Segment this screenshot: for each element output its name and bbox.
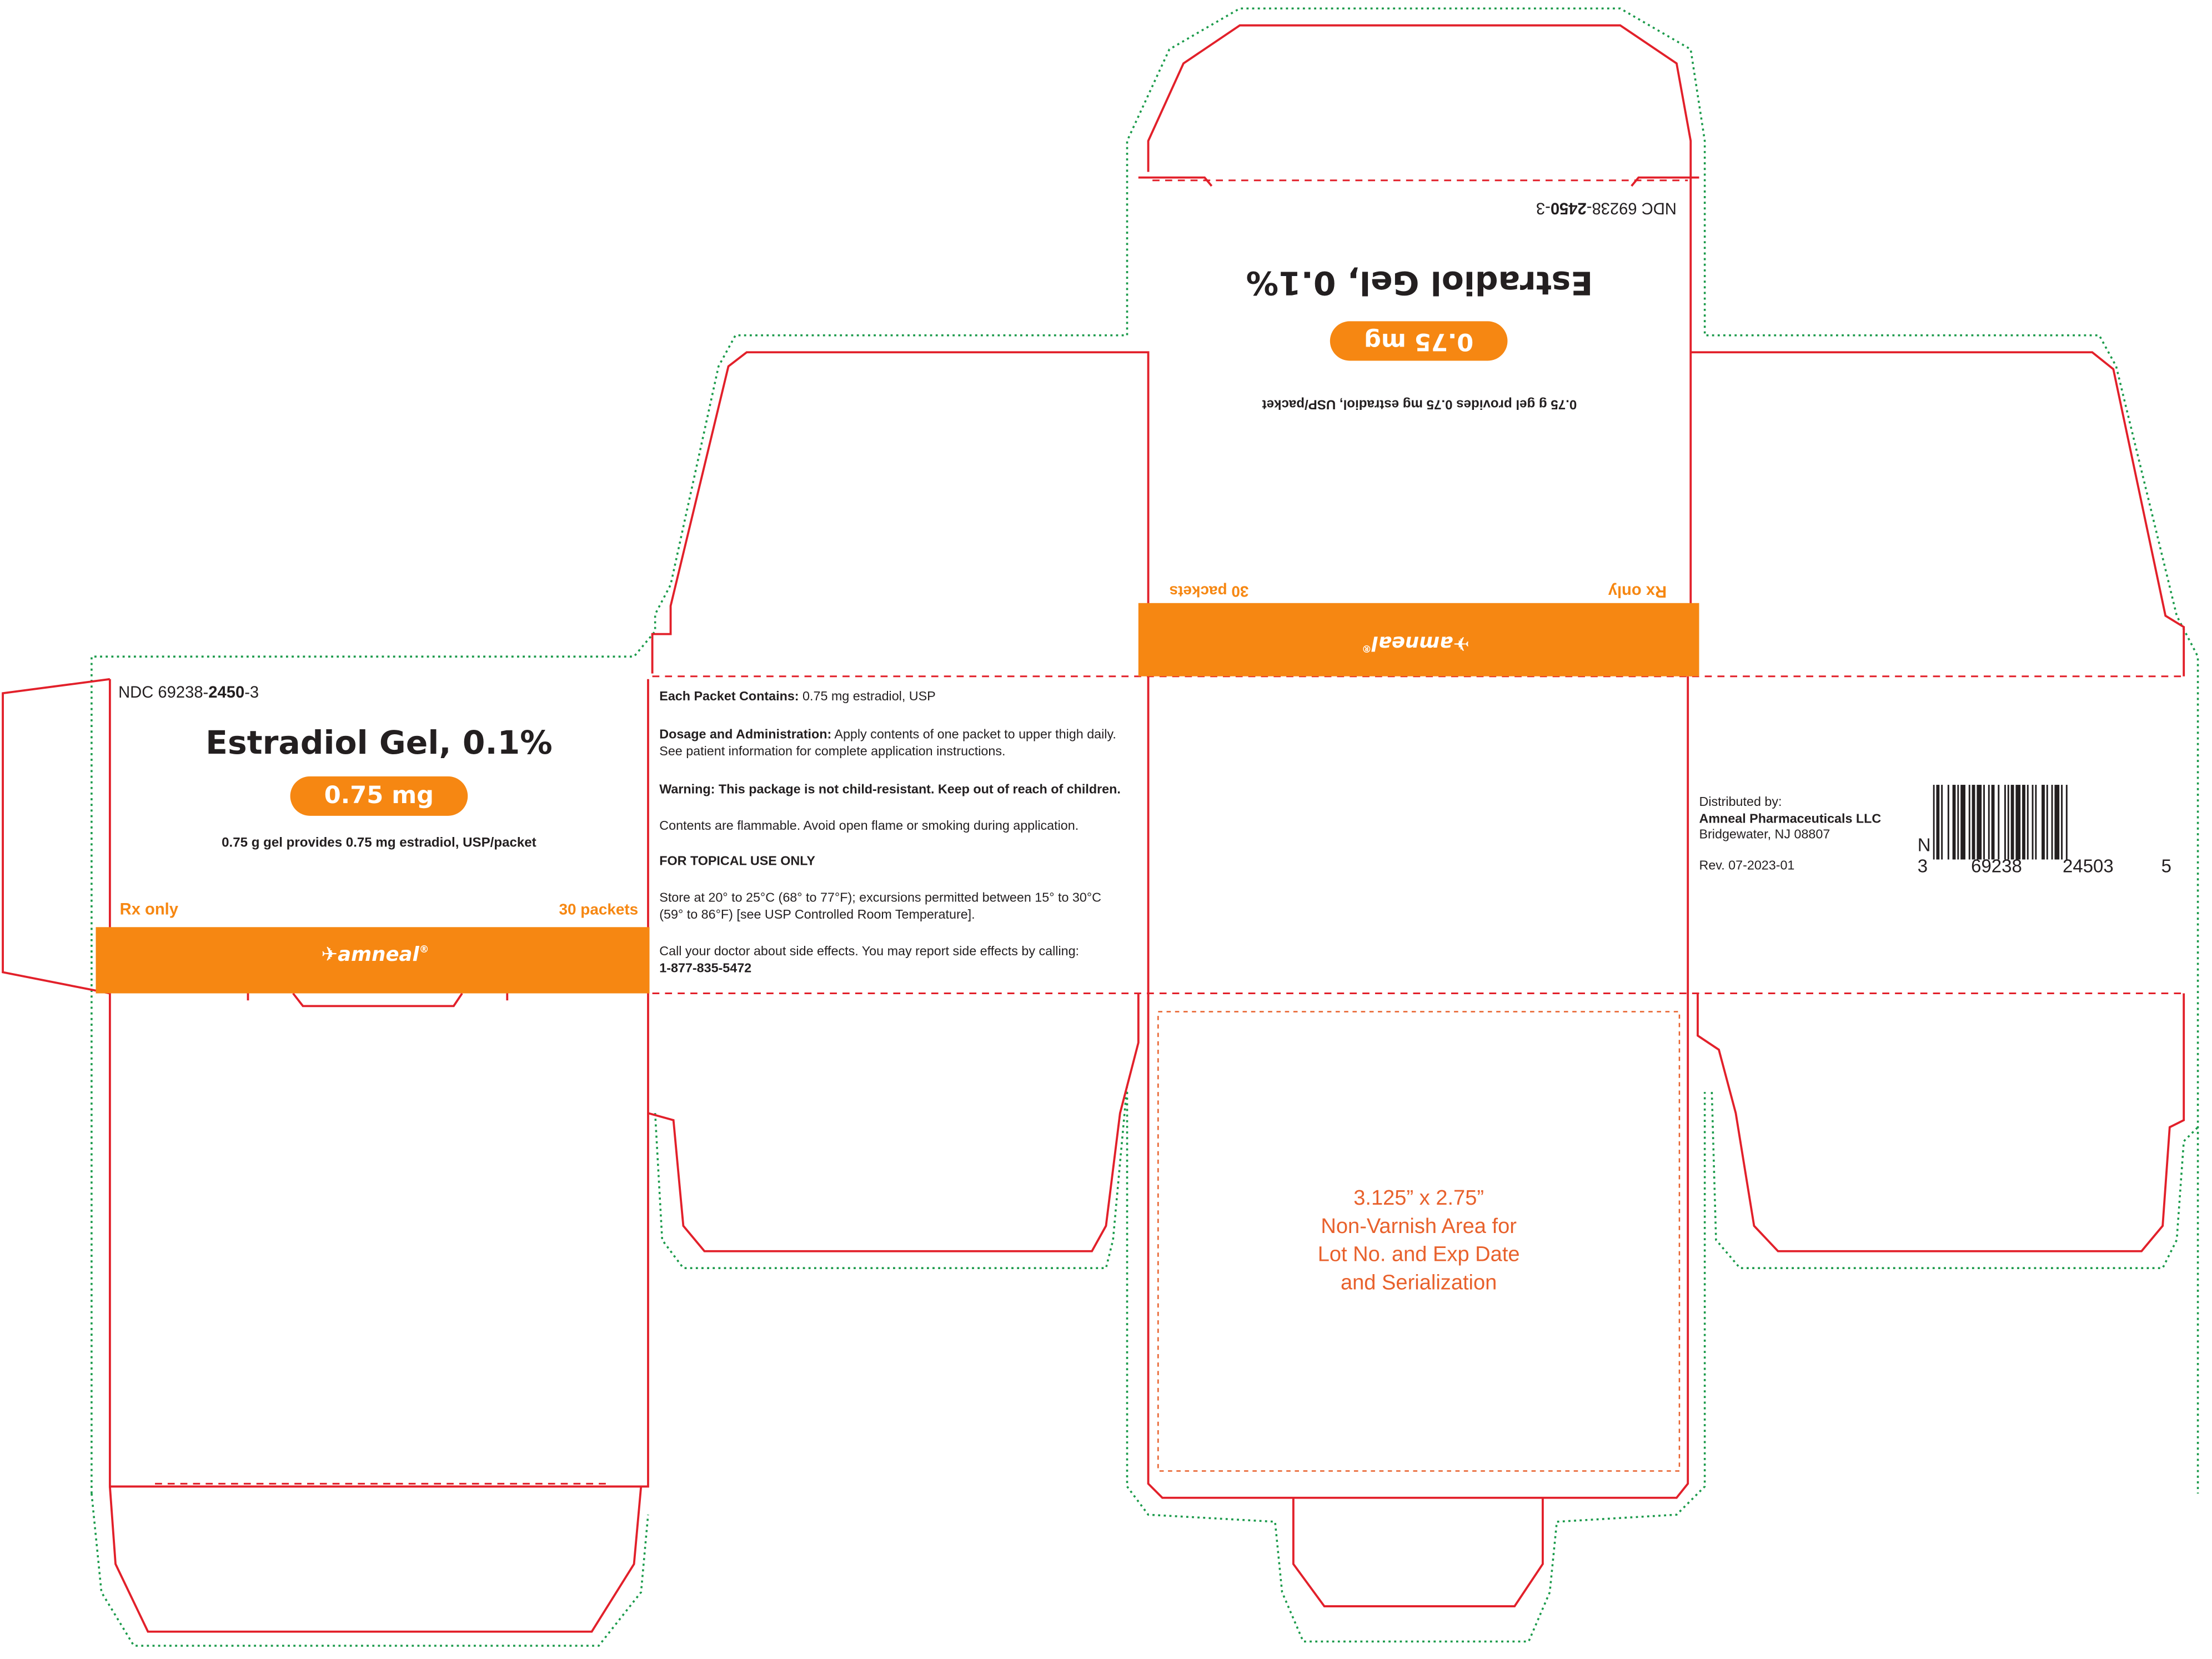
storage-text [659,890,1101,923]
barcode-bar [1957,785,1959,859]
packet-contains [659,689,935,705]
barcode-group-1: 69238 [1971,855,2022,876]
barcode-bar [1988,785,1990,859]
barcode-bar [1992,785,1995,859]
distributor-block [1699,795,1882,844]
barcode-bar [1998,785,1999,859]
barcode-bar [1977,785,1982,859]
barcode-bar [1948,785,1949,859]
barcode-bar [2011,785,2014,859]
barcode-bar [2035,785,2037,859]
barcode-bar [2061,785,2063,859]
front-product-name: Estradiol Gel, 0.1% [205,725,553,763]
front-strength-badge: 0.75 mg [290,776,468,816]
top-strength-badge: 0.75 mg [1330,321,1508,360]
side-effects-line: Call your doctor about side effects. You may report side effects by calling: [659,944,1080,959]
barcode-bar [1941,785,1943,859]
barcode-check-digit: 5 [2161,855,2171,876]
phone-number: 1-877-835-5472 [659,960,752,975]
front-provides: 0.75 g gel provides 0.75 mg estradiol, USP/packet [222,835,536,851]
top-count: 30 packets [1169,582,1249,599]
logo-wordmark: amneal [1371,631,1453,654]
nonvarnish-line-2: Non-Varnish Area for [1321,1214,1517,1239]
barcode-prefix-n: N [1917,834,1931,855]
barcode-bar [1969,785,1970,859]
bleed-outline [92,8,2198,1646]
nonvarnish-line-1: 3.125” x 2.75” [1353,1186,1484,1211]
barcode-first-digit: 3 [1917,855,1928,876]
packet-text: 0.75 mg estradiol, USP [799,689,936,703]
top-ndc [1536,199,1677,215]
top-panel-rotated [1148,181,1691,676]
barcode-bar [1983,785,1985,859]
front-amneal-logo [321,944,429,967]
barcode-bar [1933,785,1935,859]
top-provides: 0.75 g gel provides 0.75 mg estradiol, USP/packet [1262,395,1577,412]
amneal-swoosh-icon: ✈ [1453,631,1469,654]
barcode-bar [2066,785,2068,859]
barcode-bar [2004,785,2006,859]
top-amneal-logo [1362,631,1469,654]
dosage-administration [659,727,1116,759]
distributed-by-label: Distributed by: [1699,794,1782,809]
top-product-name: Estradiol Gel, 0.1% [1246,263,1593,300]
topical-text: FOR TOPICAL USE ONLY [659,854,815,868]
ndc-bold: 2450 [208,684,245,702]
logo-wordmark: amneal [338,944,419,967]
barcode-bar [2008,785,2009,859]
barcode-bar [1960,785,1965,859]
ndc-prefix: NDC 69238- [118,684,209,702]
barcode-bar [2052,785,2053,859]
barcode-bar [2032,785,2034,859]
revision-text: Rev. 07-2023-01 [1699,858,1795,873]
company-name: Amneal Pharmaceuticals LLC [1699,810,1882,825]
logo-registered-mark: ® [419,944,429,956]
front-count: 30 packets [559,901,639,919]
dosage-label: Dosage and Administration: [659,727,832,741]
barcode-bar [2027,785,2029,859]
barcode-bar [1953,785,1956,859]
packet-label: Each Packet Contains: [659,689,799,703]
barcode-bar [2054,785,2059,859]
dosage-text-2: See patient information for complete application instructions. [659,743,1006,758]
storage-line-1: Store at 20° to 25°C (68° to 77°F); excursions permitted between 15° to 30°C [659,890,1101,905]
front-rx-only: Rx only [119,901,179,919]
barcode-group-2: 24503 [2063,855,2114,876]
logo-registered-mark: ® [1361,642,1372,654]
upc-barcode [1933,785,2159,859]
front-ndc [118,685,259,701]
nonvarnish-line-3: Lot No. and Exp Date [1317,1242,1520,1267]
amneal-swoosh-icon: ✈ [321,944,338,967]
ndc-suffix: -3 [244,684,259,702]
barcode-bar [2047,785,2048,859]
nonvarnish-line-4: and Serialization [1340,1271,1497,1295]
warning-text: Warning: This package is not child-resistant. Keep out of reach of children. [659,781,1121,796]
side-effects-text [659,944,1079,976]
nonvarnish-note [1158,1185,1679,1298]
flammable-text: Contents are flammable. Avoid open flame or smoking during application. [659,818,1079,833]
company-address: Bridgewater, NJ 08807 [1699,827,1830,841]
ndc-prefix: NDC 69238- [1586,198,1677,216]
top-rx-only: Rx only [1608,582,1667,599]
dosage-text-1: Apply contents of one packet to upper thigh daily. [831,727,1116,741]
ndc-suffix: -3 [1536,198,1551,216]
barcode-bar [2042,785,2045,859]
barcode-bar [2015,785,2020,859]
storage-line-2: (59° to 86°F) [see USP Controlled Room Temperature]. [659,906,975,921]
barcode-bar [2022,785,2025,859]
ndc-bold: 2450 [1550,198,1587,216]
barcode-bar [1972,785,1975,859]
barcode-bar [1936,785,1939,859]
